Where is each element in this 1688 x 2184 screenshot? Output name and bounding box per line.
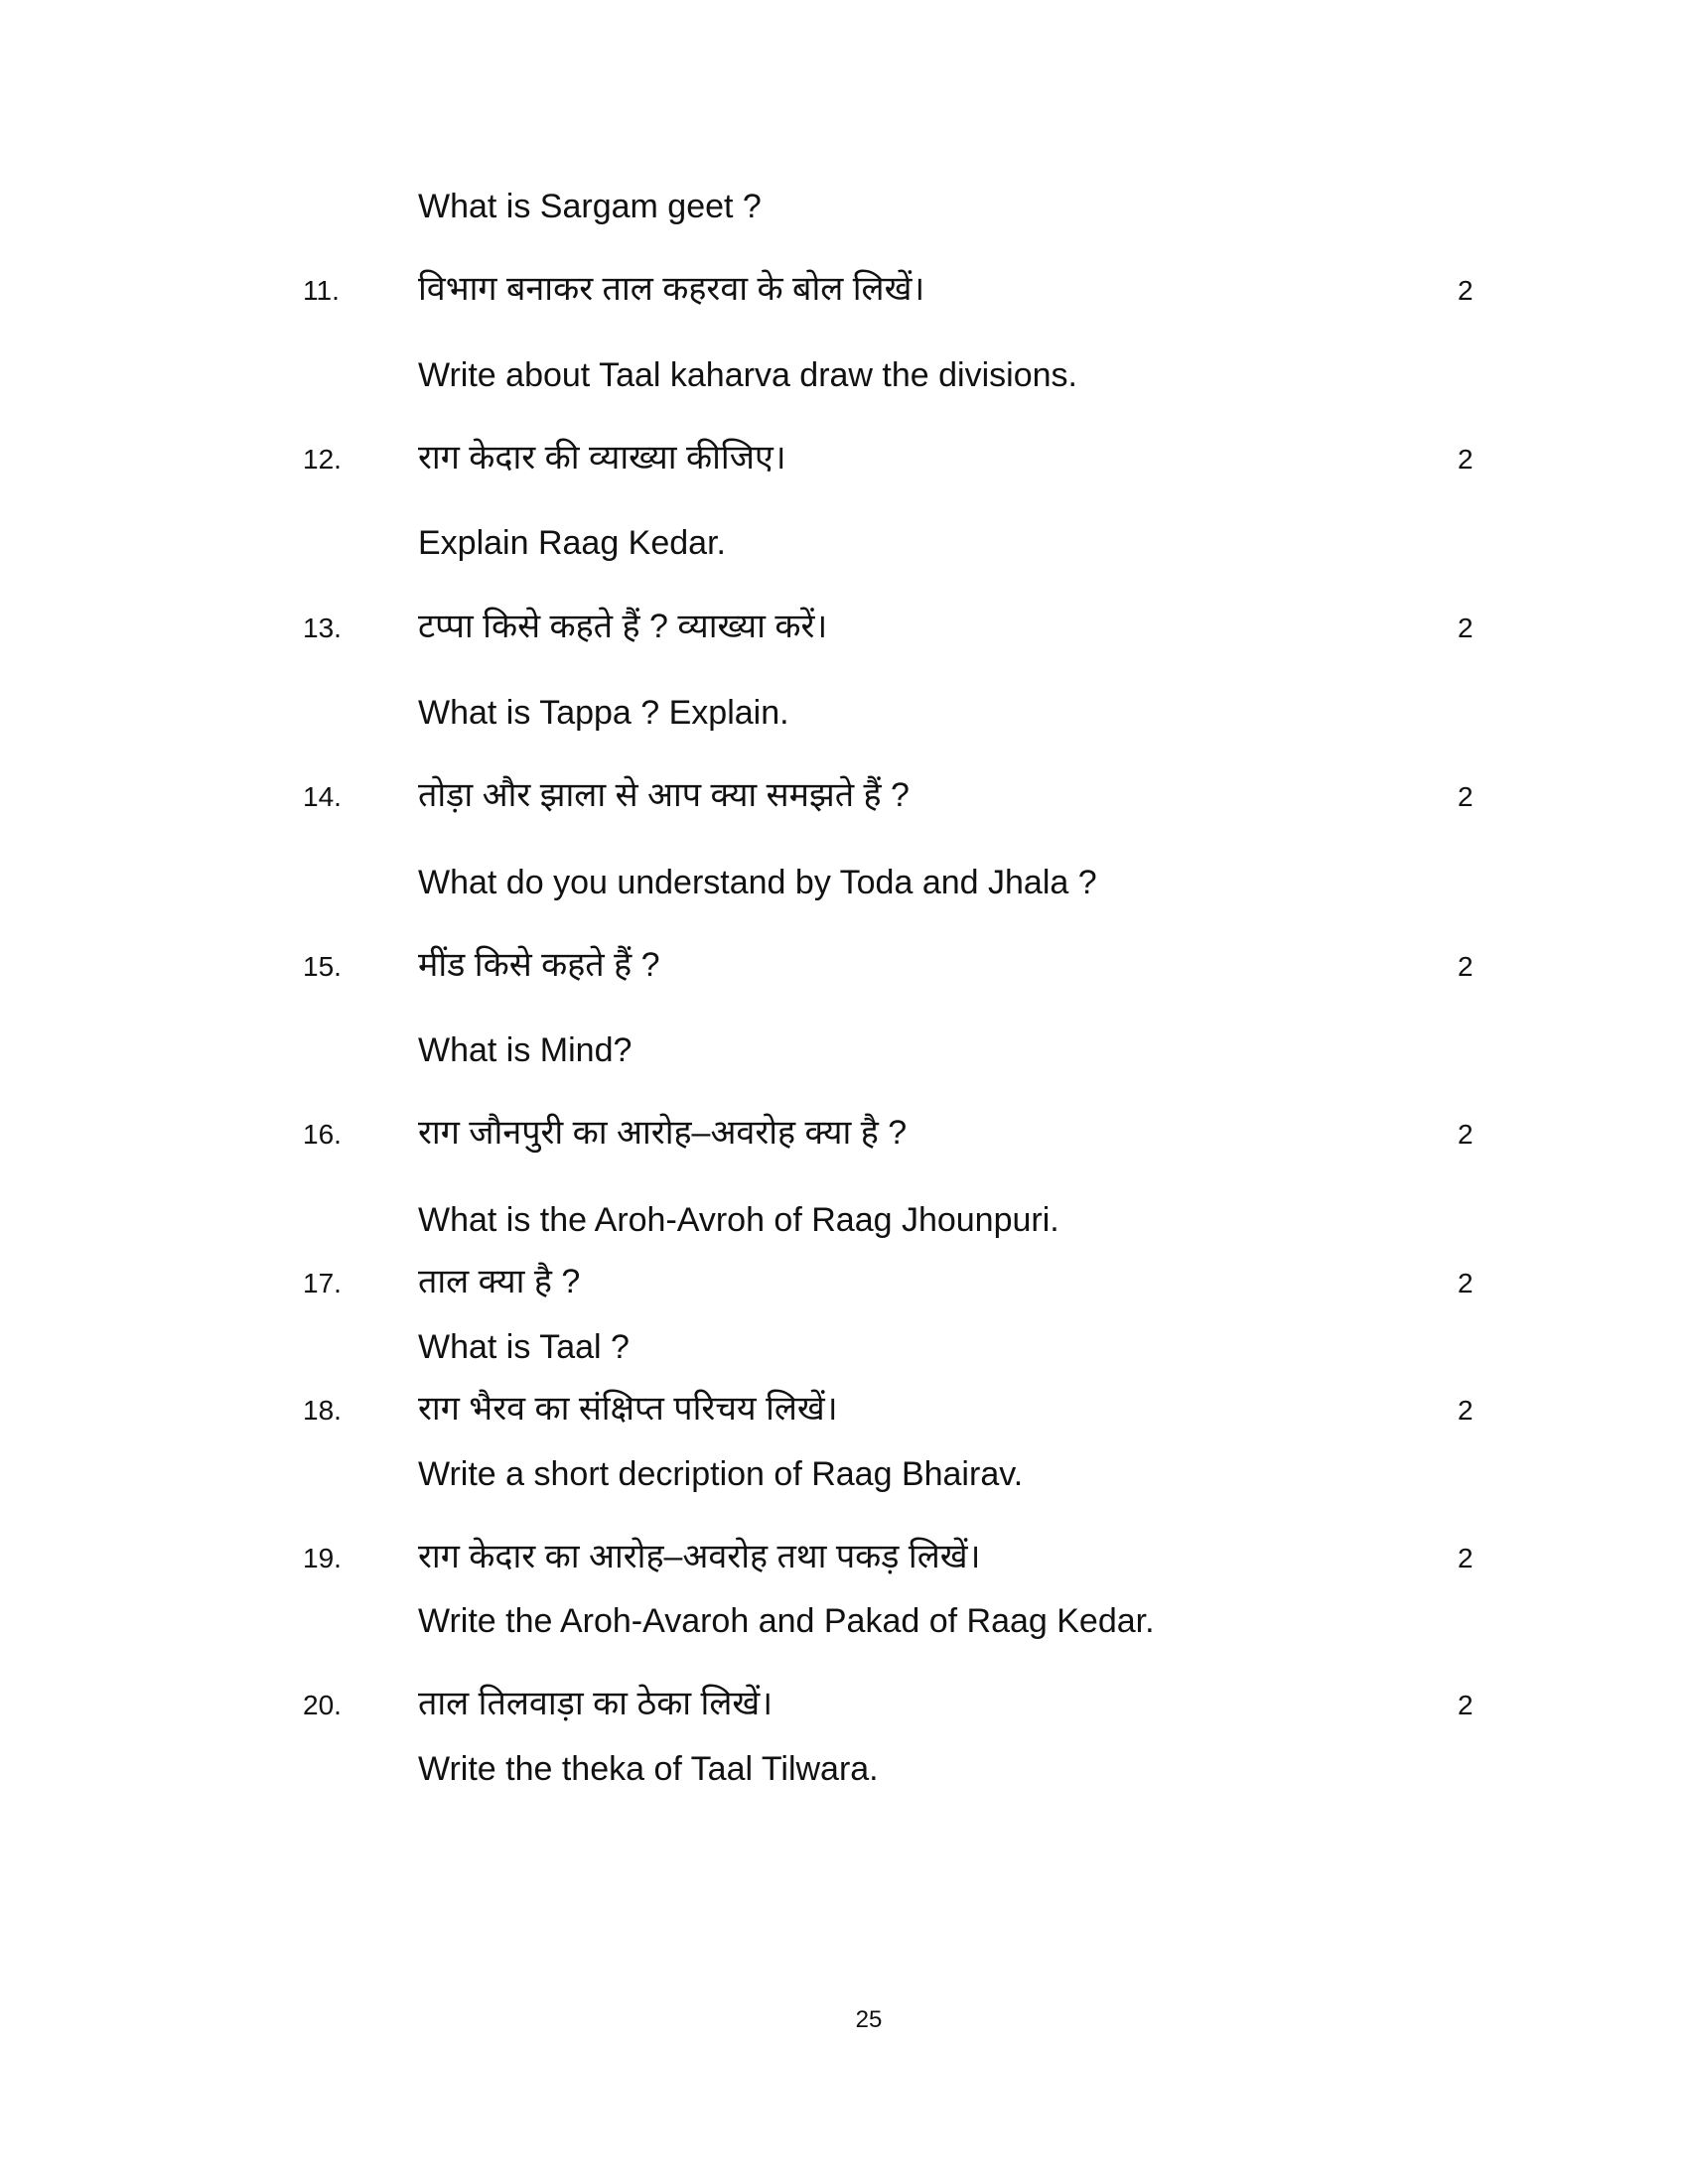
question-number: 13.	[303, 613, 342, 643]
q10-english-text: What is Sargam geet ?	[418, 188, 762, 225]
question-english: Explain Raag Kedar.	[418, 524, 726, 562]
question-hindi: ताल क्या है ?	[418, 1263, 581, 1300]
question-marks: 2	[1458, 1690, 1474, 1720]
question-hindi: टप्पा किसे कहते हैं ? व्याख्या करें।	[418, 608, 828, 645]
question-hindi: राग केदार का आरोह–अवरोह तथा पकड़ लिखें।	[418, 1538, 981, 1575]
question-number: 18.	[303, 1395, 342, 1426]
question-english: What is Mind?	[418, 1031, 633, 1069]
question-marks: 2	[1458, 1395, 1474, 1426]
question-english: Write a short decription of Raag Bhairav.	[418, 1455, 1024, 1493]
question-marks: 2	[1458, 1543, 1474, 1573]
question-number: 17.	[303, 1268, 342, 1298]
question-english: What do you understand by Toda and Jhala ?	[418, 864, 1097, 901]
question-english: Write the theka of Taal Tilwara.	[418, 1750, 879, 1788]
question-number: 19.	[303, 1543, 342, 1573]
question-english: Write the Aroh-Avaroh and Pakad of Raag Kedar.	[418, 1602, 1155, 1640]
question-marks: 2	[1458, 613, 1474, 643]
question-marks: 2	[1458, 951, 1474, 982]
question-number: 15.	[303, 951, 342, 982]
question-number: 16.	[303, 1119, 342, 1150]
question-hindi: राग भैरव का संक्षिप्त परिचय लिखें।	[418, 1390, 838, 1428]
question-english: What is Tappa ? Explain.	[418, 694, 789, 732]
question-marks: 2	[1458, 1119, 1474, 1150]
question-hindi: विभाग बनाकर ताल कहरवा के बोल लिखें।	[418, 270, 925, 308]
question-hindi: मींड किसे कहते हैं ?	[418, 946, 660, 984]
question-english: What is the Aroh-Avroh of Raag Jhounpuri.	[418, 1201, 1059, 1239]
question-english: What is Taal ?	[418, 1328, 630, 1366]
question-marks: 2	[1458, 781, 1474, 812]
question-number: 20.	[303, 1690, 342, 1720]
question-number: 12.	[303, 444, 342, 475]
question-number: 11.	[303, 275, 340, 306]
question-hindi: तोड़ा और झाला से आप क्या समझते हैं ?	[418, 776, 910, 814]
question-english: Write about Taal kaharva draw the divisions.	[418, 356, 1077, 394]
question-hindi: राग जौनपुरी का आरोह–अवरोह क्या है ?	[418, 1114, 908, 1152]
page-number: 25	[855, 2006, 883, 2033]
question-marks: 2	[1458, 275, 1474, 306]
question-marks: 2	[1458, 444, 1474, 475]
question-marks: 2	[1458, 1268, 1474, 1298]
question-number: 14.	[303, 781, 342, 812]
question-hindi: ताल तिलवाड़ा का ठेका लिखें।	[418, 1685, 774, 1722]
question-hindi: राग केदार की व्याख्या कीजिए।	[418, 439, 786, 477]
